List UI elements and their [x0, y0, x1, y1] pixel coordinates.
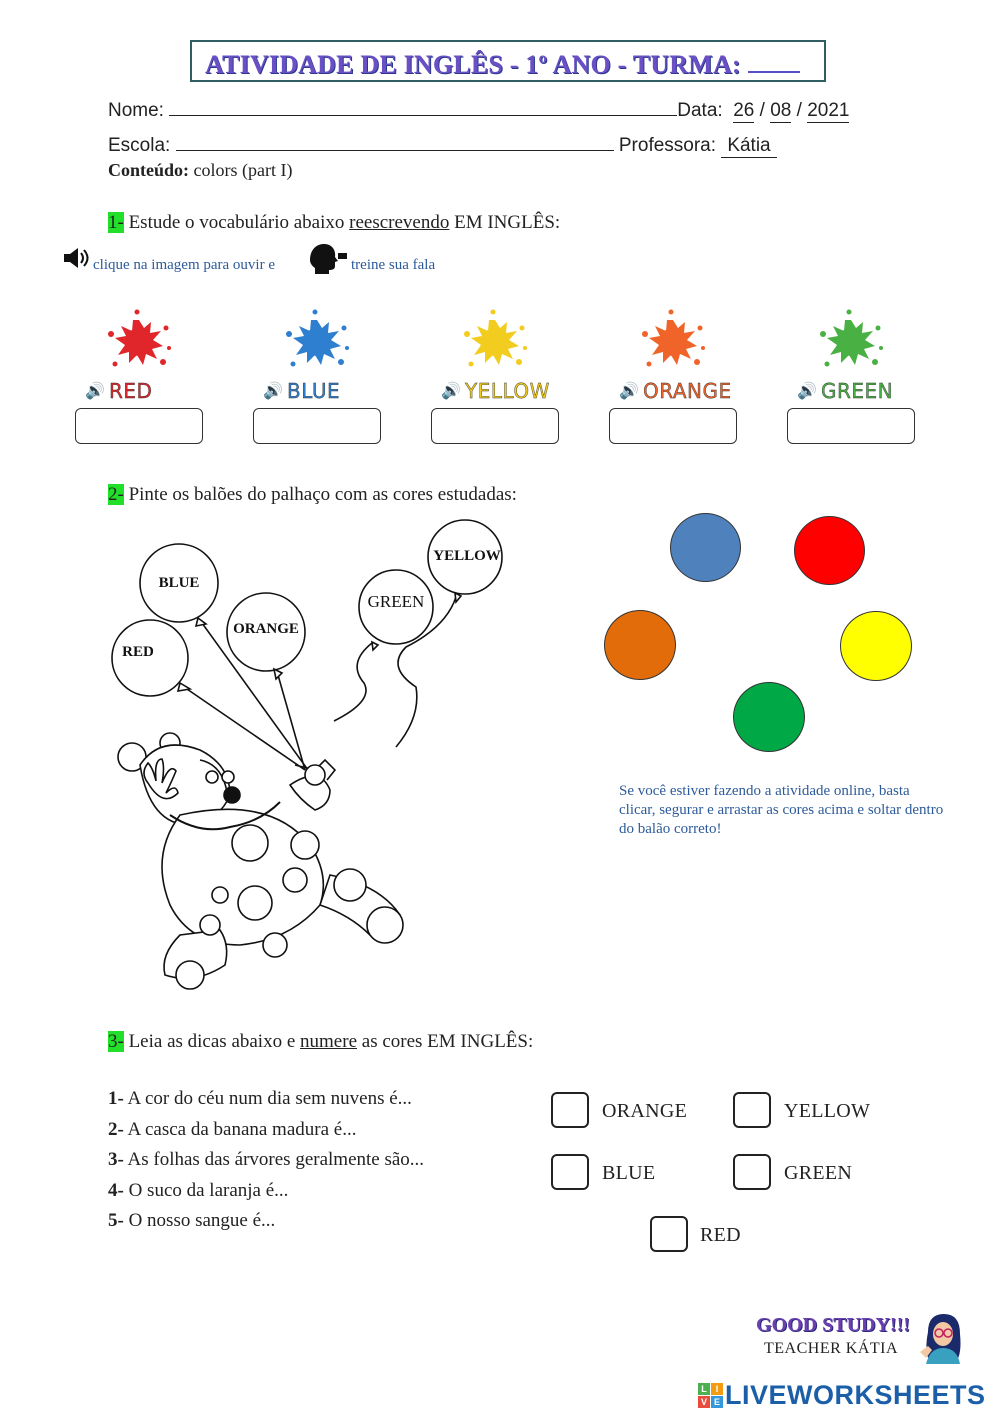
hint-listen: clique na imagem para ouvir e — [93, 257, 276, 273]
date-month: 08 — [770, 100, 792, 121]
clue-item: 1- A cor do céu num dia sem nuvens é... — [108, 1088, 412, 1109]
answer-box-red[interactable] — [75, 408, 203, 444]
date-label: Data: — [677, 100, 723, 121]
live-badge: L I V E — [698, 1383, 723, 1408]
section1-text-b: EM INGLÊS: — [449, 212, 561, 233]
school-line — [176, 150, 614, 151]
teacher-signature: TEACHER KÁTIA — [764, 1340, 899, 1357]
section3-number: 3- — [108, 1031, 124, 1052]
palette-yellow-dot[interactable] — [840, 611, 912, 681]
color-word-blue: BLUE — [287, 379, 341, 403]
section3-instruction — [108, 1031, 533, 1053]
answer-box-green[interactable] — [787, 408, 915, 444]
string-green — [334, 643, 372, 721]
name-row: Nome: Data: 26 / 08 / 2021 — [108, 100, 850, 121]
paint-splash-red[interactable] — [99, 306, 179, 378]
color-word-red: RED — [109, 379, 153, 403]
content-row — [108, 160, 292, 181]
clue-item: 3- As folhas das árvores geralmente são... — [108, 1149, 425, 1170]
paint-splash-yellow[interactable] — [455, 306, 535, 378]
teacher-name: Kátia — [721, 135, 776, 158]
date-day: 26 — [733, 100, 755, 121]
balloon-label-red: RED — [122, 644, 154, 660]
liveworksheets-logo — [698, 1380, 986, 1411]
school-label: Escola: — [108, 135, 171, 156]
section3-text-a: Leia as dicas abaixo e — [128, 1031, 301, 1052]
blue-number-box[interactable] — [551, 1154, 589, 1190]
option-green: GREEN — [784, 1162, 853, 1184]
clue-item: 4- O suco da laranja é... — [108, 1179, 289, 1201]
color-word-orange: ORANGE — [643, 379, 732, 403]
content-label: Conteúdo: — [108, 160, 190, 180]
teacher-avatar — [918, 1312, 966, 1369]
speaker-icon[interactable]: 🔊 — [85, 381, 105, 400]
section2-number: 2- — [108, 484, 124, 505]
content-value: colors (part I) — [193, 160, 293, 180]
paint-splash-green[interactable] — [811, 306, 891, 378]
section2-instruction — [108, 484, 517, 506]
string-orange — [278, 675, 305, 770]
option-blue: BLUE — [602, 1162, 656, 1184]
palette-red-dot[interactable] — [794, 516, 865, 585]
name-line — [169, 115, 677, 116]
clue-item: 2- A casca da banana madura é... — [108, 1118, 357, 1140]
answer-box-orange[interactable] — [609, 408, 737, 444]
teacher-label: Professora: — [618, 135, 717, 156]
speaker-icon[interactable]: 🔊 — [797, 381, 817, 400]
palette-blue-dot[interactable] — [670, 513, 741, 582]
answer-box-yellow[interactable] — [431, 408, 559, 444]
section1-number: 1- — [108, 212, 124, 233]
section3-text-underlined: numere — [300, 1031, 358, 1052]
hint-speak: treine sua fala — [351, 257, 436, 273]
balloon-label-green: GREEN — [367, 592, 425, 611]
green-number-box[interactable] — [733, 1154, 771, 1190]
red-number-box[interactable] — [650, 1216, 688, 1252]
yellow-number-box[interactable] — [733, 1092, 771, 1128]
option-yellow: YELLOW — [784, 1100, 871, 1122]
clue-list — [108, 1084, 424, 1237]
section1-text-a: Estude o vocabulário abaixo — [128, 212, 350, 233]
answer-box-blue[interactable] — [253, 408, 381, 444]
date-year: 2021 — [807, 100, 850, 121]
paint-splash-orange[interactable] — [633, 306, 713, 378]
orange-number-box[interactable] — [551, 1092, 589, 1128]
section1-text-underlined: reescrevendo — [349, 212, 450, 233]
clown-illustration — [100, 515, 520, 1005]
school-row — [108, 135, 777, 158]
palette-orange-dot[interactable] — [604, 610, 676, 680]
color-word-green: GREEN — [821, 379, 894, 403]
paint-splash-blue[interactable] — [277, 306, 357, 378]
balloon-label-orange: ORANGE — [233, 621, 299, 637]
class-blank — [748, 51, 800, 73]
palette-green-dot[interactable] — [733, 682, 805, 752]
speaking-head-icon[interactable] — [306, 242, 348, 279]
clue-item: 5- O nosso sangue é... — [108, 1210, 276, 1231]
section3-text-b: as cores EM INGLÊS: — [357, 1031, 534, 1052]
section1-instruction — [108, 212, 560, 234]
section2-text: Pinte os balões do palhaço com as cores estudadas: — [128, 484, 517, 505]
clown-figure — [118, 733, 403, 989]
speaker-icon[interactable]: 🔊 — [441, 381, 461, 400]
speaker-icon[interactable] — [62, 246, 92, 275]
name-label: Nome: — [108, 100, 164, 121]
page-title: ATIVIDADE DE INGLÊS - 1º ANO - TURMA: — [205, 50, 800, 80]
speaker-icon[interactable]: 🔊 — [619, 381, 639, 400]
balloon-label-blue: BLUE — [158, 575, 200, 591]
drag-note: Se você estiver fazendo a atividade online, basta clicar, segurar e arrastar as cores acima e soltar dentro do balão correto! — [619, 783, 944, 837]
option-orange: ORANGE — [602, 1100, 688, 1122]
balloon-label-yellow: YELLOW — [433, 548, 501, 564]
option-red: RED — [700, 1224, 741, 1246]
speaker-icon[interactable]: 🔊 — [263, 381, 283, 400]
good-study-text: GOOD STUDY!!! — [756, 1314, 910, 1336]
brand-name: LIVEWORKSHEETS — [725, 1380, 986, 1410]
color-word-yellow: YELLOW — [465, 379, 550, 403]
